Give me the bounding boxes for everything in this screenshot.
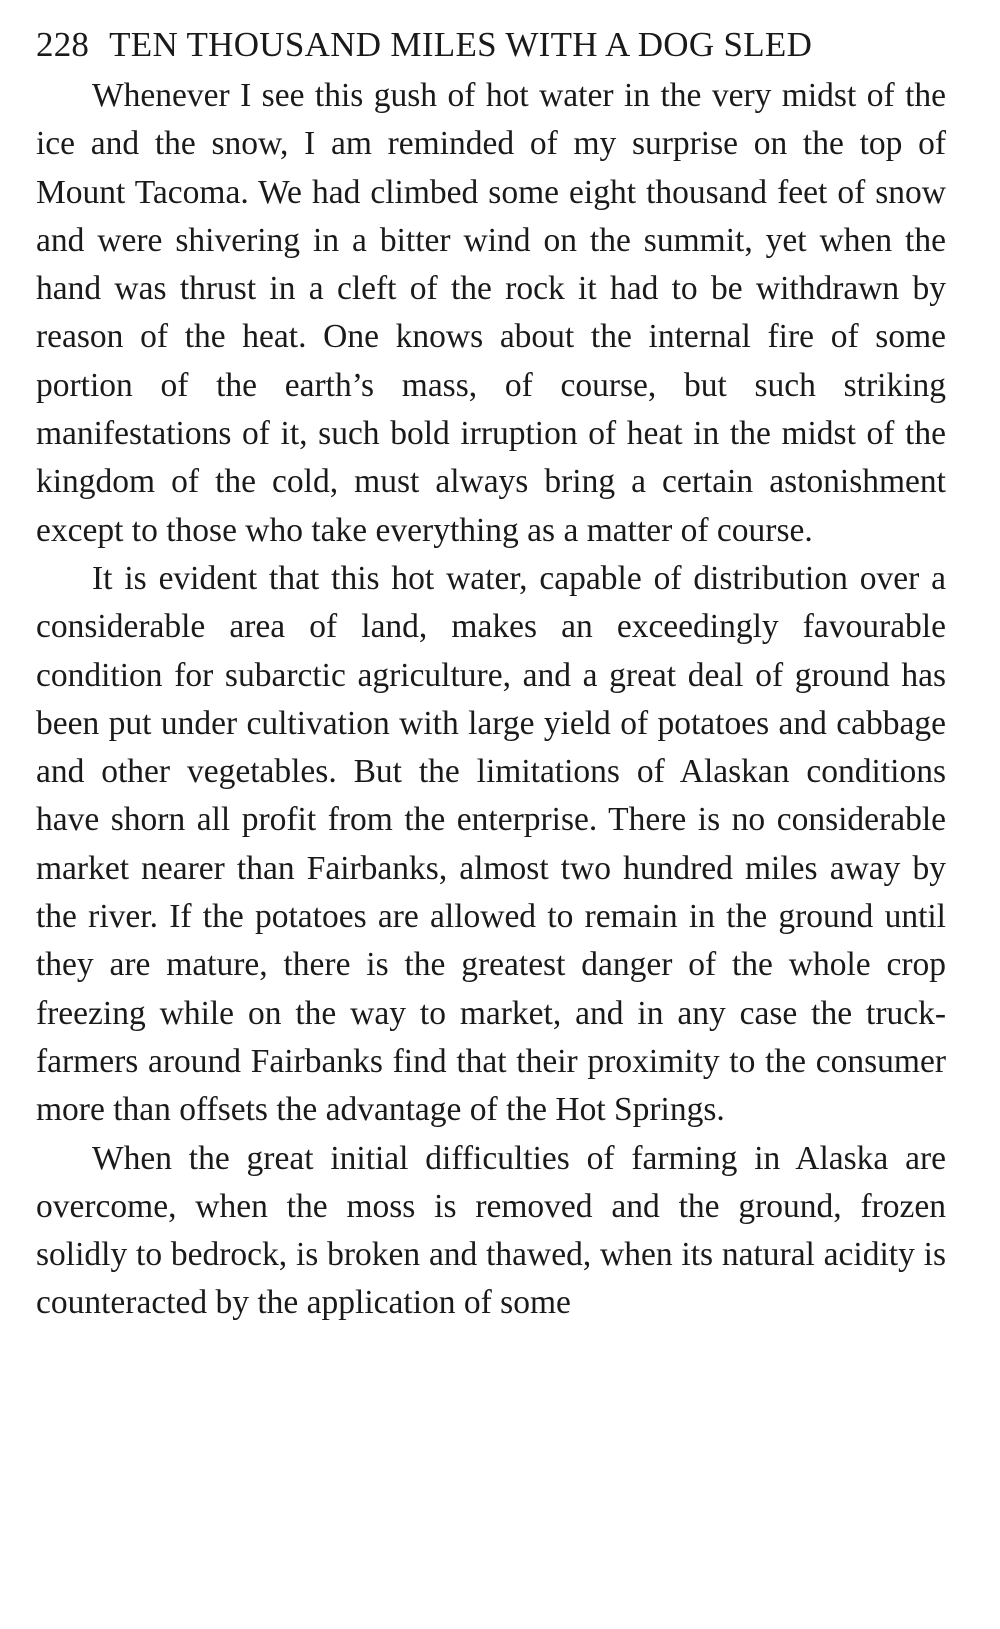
running-head [36, 18, 946, 72]
page-number: 228 [36, 25, 90, 64]
paragraph-farming-difficulties: When the great initial difficulties of farming in Alaska are overcome, when the moss is removed and the ground, frozen solidly to bedrock, is broken and thawed, when its natural acidity is counteracted by the application of some [36, 1139, 946, 1322]
paragraph-subarctic-agriculture: It is evident that this hot water, capable of distribution over a considerable area of land, makes an exceedingly favourable condition for subarctic agriculture, and a great deal of ground has been put under cultivation with large yield of potatoes and cabbage and other vegetables. But the limitations of Alaskan conditions have shorn all profit from the enterprise. There is no considerable market nearer than Fairbanks, almost two hundred miles away by the river. If the potatoes are allowed to remain in the ground until they are mature, there is the greatest danger of the whole crop freezing while on the way to market, and in any case the truck-farmers around Fairbanks find that their proximity to the consumer more than offsets the advantage of the Hot Springs. [36, 559, 946, 1129]
body-text [36, 72, 946, 1328]
paragraph-hot-water-tacoma: Whenever I see this gush of hot water in the very midst of the ice and the snow, I am reminded of my surprise on the top of Mount Tacoma. We had climbed some eight thousand feet of snow and were shivering in a bitter wind on the summit, yet when the hand was thrust in a cleft of the rock it had to be withdrawn by reason of the heat. One knows about the internal fire of some portion of the earth’s mass, of course, but such striking manifestations of it, such bold irruption of heat in the midst of the kingdom of the cold, must always bring a certain astonishment except to those who take everything as a matter of course. [36, 77, 946, 549]
book-page [36, 18, 946, 1328]
running-title: TEN THOUSAND MILES WITH A DOG SLED [109, 25, 813, 64]
